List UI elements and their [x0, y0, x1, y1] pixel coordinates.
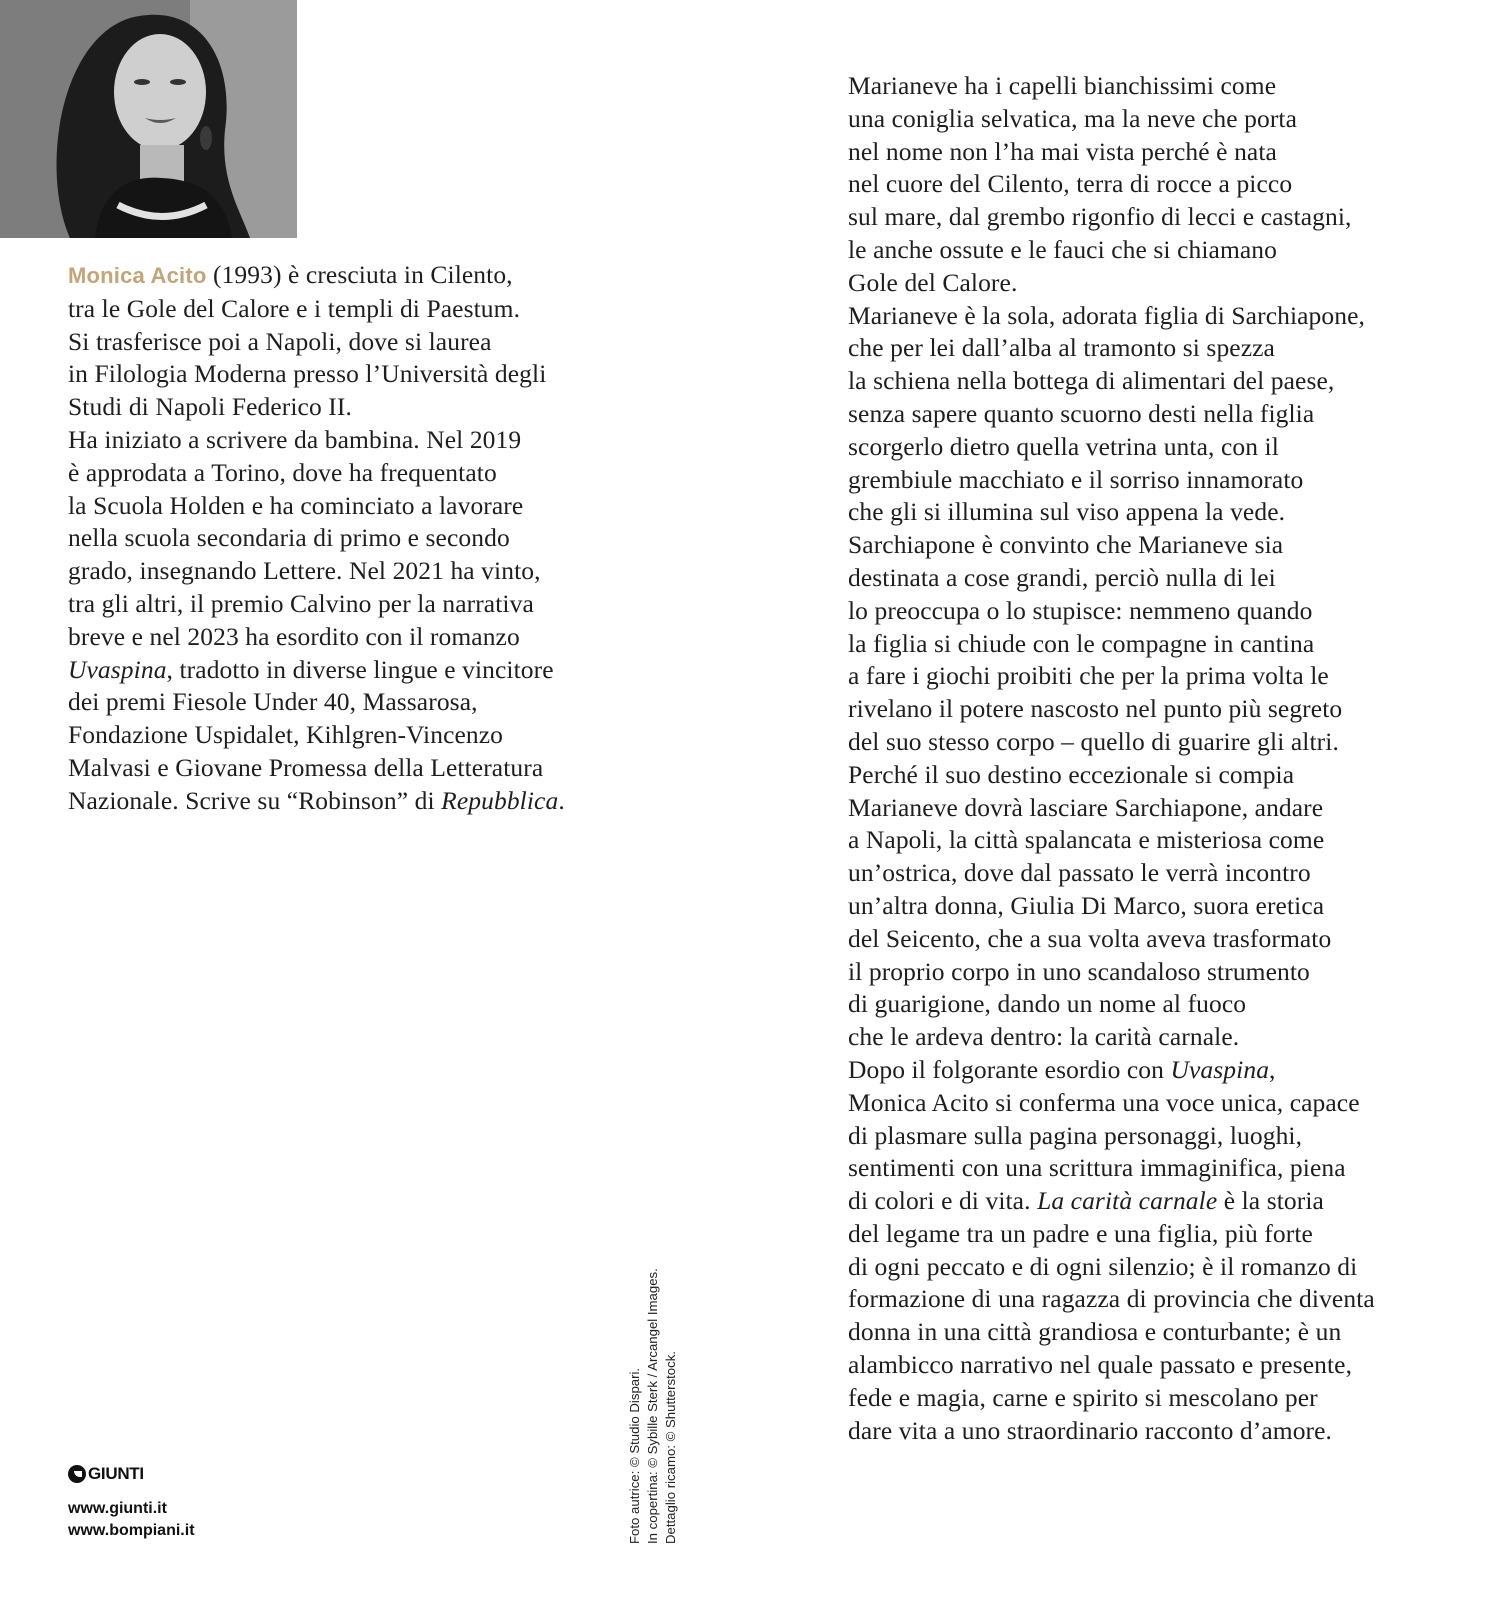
synopsis-line: che gli si illumina sul viso appena la vede. [848, 497, 1286, 527]
synopsis-line: sul mare, dal grembo rigonfio di lecci e castagni, [848, 202, 1352, 232]
synopsis-line: che le ardeva dentro: la carità carnale. [848, 1022, 1240, 1052]
synopsis-line: la figlia si chiude con le compagne in cantina [848, 628, 1315, 658]
synopsis-line: il proprio corpo in uno scandaloso strumento [848, 956, 1310, 986]
synopsis-line: donna in una città grandiosa e conturbante; è un [848, 1317, 1342, 1347]
synopsis-line: nel nome non l’ha mai vista perché è nata [848, 136, 1277, 166]
credit-line: In copertina: © Sybille Sterk / Arcangel Images. [645, 1268, 660, 1544]
image-credits [626, 1214, 680, 1544]
bio-line: grado, insegnando Lettere. Nel 2021 ha vinto, [68, 556, 541, 586]
synopsis-line: sentimenti con una scrittura immaginifica, piena [848, 1153, 1346, 1183]
bio-text: . [558, 785, 565, 815]
synopsis-line: nel cuore del Cilento, terra di rocce a picco [848, 169, 1293, 199]
bio-line [68, 259, 668, 293]
synopsis-line: destinata a cose grandi, perciò nulla di lei [848, 562, 1276, 592]
bio-line: è approdata a Torino, dove ha frequentato [68, 457, 497, 487]
synopsis-line: del legame tra un padre e una figlia, più forte [848, 1218, 1313, 1248]
synopsis-line: del Seicento, che a sua volta aveva trasformato [848, 923, 1332, 953]
bio-line: tra le Gole del Calore e i templi di Paestum. [68, 293, 521, 323]
synopsis-line [848, 1185, 1468, 1218]
synopsis-line: a Napoli, la città spalancata e misteriosa come [848, 825, 1325, 855]
bio-line [68, 785, 668, 818]
synopsis-line: lo preoccupa o lo stupisce: nemmeno quando [848, 595, 1313, 625]
bio-line: Malvasi e Giovane Promessa della Letteratura [68, 752, 544, 782]
synopsis-line: Marianeve è la sola, adorata figlia di Sarchiapone, [848, 300, 1366, 330]
synopsis-line: formazione di una ragazza di provincia che diventa [848, 1284, 1375, 1314]
bio-text: , tradotto in diverse lingue e vincitore [166, 654, 554, 684]
synopsis-line: la schiena nella bottega di alimentari del paese, [848, 366, 1335, 396]
bio-line: dei premi Fiesole Under 40, Massarosa, [68, 687, 478, 717]
synopsis-line: Marianeve dovrà lasciare Sarchiapone, andare [848, 792, 1324, 822]
bio-line: Ha iniziato a scrivere da bambina. Nel 2019 [68, 424, 522, 454]
synopsis-line: le anche ossute e le fauci che si chiamano [848, 234, 1278, 264]
synopsis-text: Dopo il folgorante esordio con [848, 1054, 1171, 1084]
credit-line: Dettaglio ricamo: © Shutterstock. [663, 1351, 678, 1544]
synopsis-line: un’altra donna, Giulia Di Marco, suora eretica [848, 890, 1325, 920]
website-link[interactable]: www.giunti.it [68, 1500, 167, 1517]
bio-line: Studi di Napoli Federico II. [68, 392, 352, 422]
bio-text: (1993) è cresciuta in Cilento, [206, 260, 513, 289]
synopsis-line: senza sapere quanto scuorno desti nella figlia [848, 398, 1315, 428]
book-title: La carità carnale [1037, 1186, 1218, 1216]
synopsis-line: grembiule macchiato e il sorriso innamorato [848, 464, 1304, 494]
publisher-logo-text: GIUNTI [88, 1464, 144, 1483]
book-synopsis [848, 70, 1468, 1447]
synopsis-line: Monica Acito si conferma una voce unica, capace [848, 1087, 1360, 1117]
synopsis-line [848, 1054, 1468, 1087]
synopsis-line: alambicco narrativo nel quale passato e presente, [848, 1350, 1353, 1380]
bio-line: tra gli altri, il premio Calvino per la narrativa [68, 588, 534, 618]
author-bio [68, 259, 668, 818]
bio-text: Nazionale. Scrive su “Robinson” di [68, 785, 442, 815]
synopsis-line: di guarigione, dando un nome al fuoco [848, 989, 1247, 1019]
website-link[interactable]: www.bompiani.it [68, 1522, 195, 1539]
giunti-logo-icon [68, 1465, 86, 1483]
synopsis-line: una coniglia selvatica, ma la neve che porta [848, 103, 1298, 133]
synopsis-text: è la storia [1217, 1186, 1324, 1216]
synopsis-line: del suo stesso corpo – quello di guarire gli altri. [848, 726, 1339, 756]
synopsis-line: dare vita a uno straordinario racconto d’amore. [848, 1415, 1333, 1445]
newspaper-title: Repubblica [441, 785, 559, 815]
synopsis-line: fede e magia, carne e spirito si mescolano per [848, 1382, 1318, 1412]
publisher-logo [68, 1464, 144, 1484]
bio-line: la Scuola Holden e ha cominciato a lavorare [68, 490, 524, 520]
author-name: Monica Acito [68, 263, 207, 288]
debut-title: Uvaspina [68, 654, 167, 684]
synopsis-text: di colori e di vita. [848, 1186, 1038, 1216]
synopsis-line: scorgerlo dietro quella vetrina unta, con il [848, 431, 1279, 461]
synopsis-text: , [1269, 1054, 1276, 1084]
author-portrait-image [0, 0, 297, 238]
synopsis-line: che per lei dall’alba al tramonto si spezza [848, 333, 1275, 363]
bio-line: Fondazione Uspidalet, Kihlgren-Vincenzo [68, 720, 504, 750]
debut-title: Uvaspina [1170, 1054, 1270, 1084]
synopsis-line: a fare i giochi proibiti che per la prima volta le [848, 661, 1329, 691]
credit-line: Foto autrice: © Studio Dispari. [627, 1367, 642, 1544]
bio-line: breve e nel 2023 ha esordito con il romanzo [68, 621, 520, 651]
publisher-websites [68, 1498, 195, 1542]
bio-line [68, 654, 668, 687]
synopsis-line: Sarchiapone è convinto che Marianeve sia [848, 530, 1284, 560]
bio-line: Si trasferisce poi a Napoli, dove si laurea [68, 326, 492, 356]
bio-line: in Filologia Moderna presso l’Università degli [68, 359, 547, 389]
synopsis-line: Gole del Calore. [848, 267, 1018, 297]
bio-line: nella scuola secondaria di primo e secondo [68, 523, 510, 553]
synopsis-line: di ogni peccato e di ogni silenzio; è il romanzo di [848, 1251, 1358, 1281]
author-photo [0, 0, 297, 238]
synopsis-line: Perché il suo destino eccezionale si compia [848, 759, 1295, 789]
synopsis-line: di plasmare sulla pagina personaggi, luoghi, [848, 1120, 1303, 1150]
synopsis-line: Marianeve ha i capelli bianchissimi come [848, 71, 1277, 100]
synopsis-line: rivelano il potere nascosto nel punto più segreto [848, 694, 1343, 724]
synopsis-line: un’ostrica, dove dal passato le verrà incontro [848, 858, 1311, 888]
